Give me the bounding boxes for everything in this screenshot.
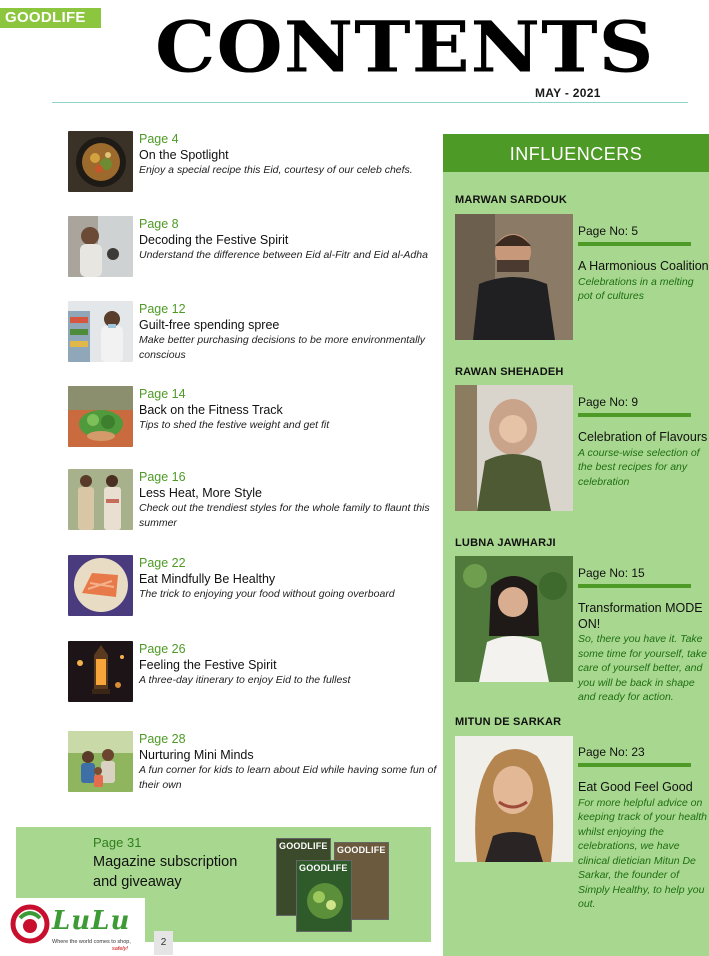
toc-description: The trick to enjoying your food without going overboard <box>139 588 395 600</box>
magazine-cover-brand: GOODLIFE <box>299 863 348 873</box>
influencers-header: INFLUENCERS <box>443 134 709 172</box>
influencer-photo-chef <box>455 214 573 340</box>
influencer-bar <box>578 584 691 588</box>
page-number: 2 <box>154 931 173 955</box>
page-title: CONTENTS <box>155 6 655 88</box>
goodlife-brand-tag: GOODLIFE <box>0 8 101 28</box>
toc-entry-spending[interactable] <box>68 301 438 363</box>
influencer-name: LUBNA JAWHARJI <box>455 537 556 549</box>
toc-page-number: Page 22 <box>139 556 186 570</box>
influencer-page-number: Page No: 9 <box>578 395 639 409</box>
influencer-title: Eat Good Feel Good <box>578 780 693 794</box>
toc-entry-feeling-festive[interactable] <box>68 641 438 703</box>
magazine-cover-brand: GOODLIFE <box>279 841 328 851</box>
lulu-tagline: Where the world comes to shop, <box>52 939 131 945</box>
influencer-description: For more helpful advice on keeping track of your health whilst enjoying the celebrations, we have clinical dietician Mitun De Sarkar, the founder of Simply Healthy, to help you out. <box>578 796 707 910</box>
magazine-cover-brand: GOODLIFE <box>337 845 386 855</box>
toc-title: Feeling the Festive Spirit <box>139 658 277 672</box>
influencer-page-number: Page No: 15 <box>578 566 645 580</box>
toc-page-number: Page 16 <box>139 470 186 484</box>
influencer-description: Celebrations in a melting pot of cultures <box>578 275 694 302</box>
influencer-bar <box>578 242 691 246</box>
toc-entry-eat-mindfully[interactable] <box>68 555 438 617</box>
toc-page-number: Page 26 <box>139 642 186 656</box>
influencer-description: So, there you have it. Take some time for yourself, take care of yourself better, and you will be back in shape and ready for action. <box>578 633 707 703</box>
lulu-tagline-safely: safely! <box>112 946 128 952</box>
influencer-photo-mitun <box>455 736 573 862</box>
toc-description: Enjoy a special recipe this Eid, courtesy of our celeb chefs. <box>139 164 413 176</box>
influencer-name: MARWAN SARDOUK <box>455 194 567 206</box>
toc-title: Nurturing Mini Minds <box>139 748 254 762</box>
toc-page-number: Page 12 <box>139 302 186 316</box>
toc-entry-mini-minds[interactable] <box>68 731 438 793</box>
influencer-details[interactable] <box>578 224 709 304</box>
toc-thumbnail-lantern <box>68 641 133 702</box>
toc-title: On the Spotlight <box>139 148 229 162</box>
subscription-title: Magazine subscription and giveaway <box>93 854 238 890</box>
influencer-description: A course-wise selection of the best recipes for any celebration <box>578 446 700 488</box>
toc-description: Check out the trendiest styles for the whole family to flaunt this summer <box>139 502 430 529</box>
toc-title: Back on the Fitness Track <box>139 403 283 417</box>
toc-title: Guilt-free spending spree <box>139 318 280 332</box>
toc-title: Eat Mindfully Be Healthy <box>139 572 276 586</box>
toc-description: Understand the difference between Eid al-Fitr and Eid al-Adha <box>139 249 428 261</box>
influencer-page-number: Page No: 5 <box>578 224 639 238</box>
toc-thumbnail-salmon <box>68 555 133 616</box>
header-divider <box>52 102 688 103</box>
toc-description: Tips to shed the festive weight and get fit <box>139 419 330 431</box>
toc-description: A fun corner for kids to learn about Eid while having some fun of their own <box>139 764 437 791</box>
toc-thumbnail-salad <box>68 386 133 447</box>
influencers-panel <box>443 134 709 956</box>
toc-entry-style[interactable] <box>68 469 438 531</box>
subscription-page-number: Page 31 <box>93 835 142 850</box>
toc-title: Decoding the Festive Spirit <box>139 233 289 247</box>
toc-thumbnail-food-bowl <box>68 131 133 192</box>
toc-page-number: Page 8 <box>139 217 179 231</box>
influencer-name: RAWAN SHEHADEH <box>455 366 564 378</box>
lulu-emblem-icon <box>8 904 52 944</box>
influencer-title: Celebration of Flavours <box>578 430 708 444</box>
toc-page-number: Page 4 <box>139 132 179 146</box>
influencer-title: Transformation MODE ON! <box>578 601 703 631</box>
toc-description: Make better purchasing decisions to be more environmentally conscious <box>139 334 425 361</box>
influencer-name: MITUN DE SARKAR <box>455 716 562 728</box>
toc-description: A three-day itinerary to enjoy Eid to the fullest <box>139 674 351 686</box>
toc-page-number: Page 28 <box>139 732 186 746</box>
toc-entry-festive-spirit[interactable] <box>68 216 438 278</box>
influencer-details[interactable] <box>578 395 709 489</box>
magazine-cover-3 <box>296 860 352 932</box>
toc-entry-fitness[interactable] <box>68 386 438 448</box>
issue-date: MAY - 2021 <box>535 86 601 100</box>
toc-title: Less Heat, More Style <box>139 486 262 500</box>
influencer-page-number: Page No: 23 <box>578 745 645 759</box>
toc-thumbnail-shopping <box>68 301 133 362</box>
lulu-logo <box>0 898 145 956</box>
influencer-photo-hijab <box>455 385 573 511</box>
influencer-details[interactable] <box>578 745 709 912</box>
lulu-wordmark: LuLu <box>52 906 131 936</box>
toc-thumbnail-family <box>68 731 133 792</box>
influencer-details[interactable] <box>578 566 709 705</box>
influencer-bar <box>578 763 691 767</box>
toc-entry-spotlight[interactable] <box>68 131 438 193</box>
toc-thumbnail-prayer <box>68 216 133 277</box>
influencer-bar <box>578 413 691 417</box>
toc-page-number: Page 14 <box>139 387 186 401</box>
influencer-photo-lubna <box>455 556 573 682</box>
influencer-title: A Harmonious Coalition <box>578 259 709 273</box>
toc-thumbnail-fashion <box>68 469 133 530</box>
